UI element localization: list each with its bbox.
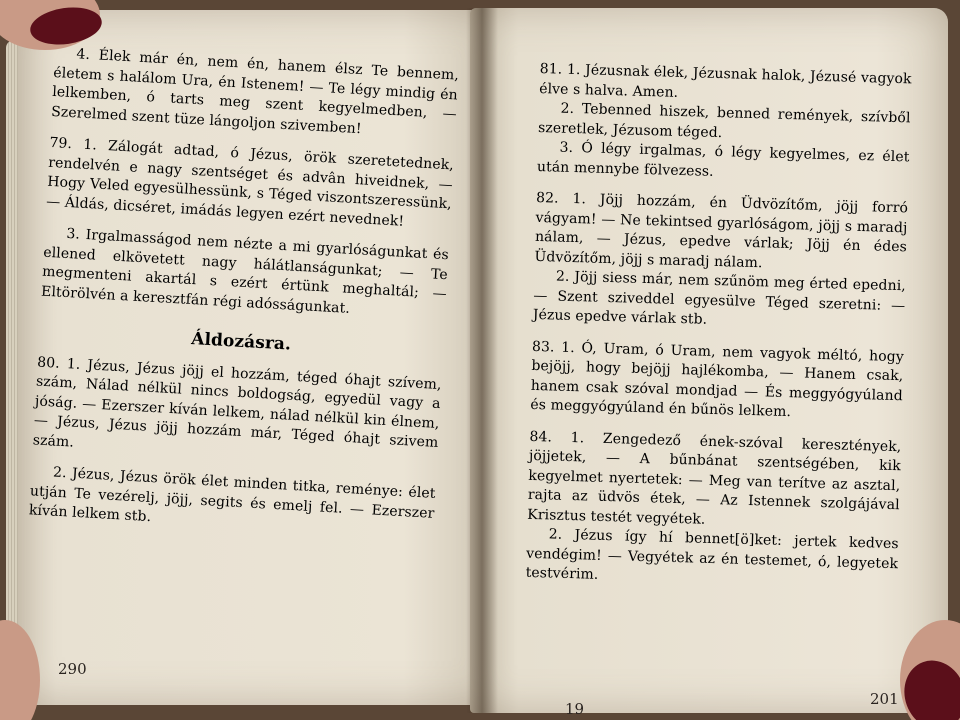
hymn-80: 80. 1. Jézus, Jézus jöjj el hozzám, téged óhajt szívem, szám, Nálad nélkül nincs boldogság, egyedül vagy a jóság. — Ezerszer kíván lelkem, nálad nélkül kin élnem, — Jézus, Jézus jöjj hozzám már, Téged óhajt szivem szám.: [32, 354, 443, 452]
hymn-80-stanza-2: 2. Jézus, Jézus örök élet minden titka, reménye: élet utján Te vezérelj, jöjj, segits és emelj fel. — Ezerszer kíván lelkem stb.: [28, 464, 436, 526]
hymn-82-stanza-2: 2. Jöjj siess már, nem szűnöm meg érted epedni, — Szent sziveddel egyesülve Téged szeretni: — Jézus epedve várlak stb.: [532, 268, 907, 328]
right-page-number-corner: 201: [870, 690, 899, 708]
section-heading: Áldozásra.: [190, 329, 292, 355]
hymn-84-stanza-2: 2. Jézus így hí bennet[ö]ket: jertek kedves vendégim! — Vegyétek az én testemet, ó, legyetek testvérim.: [525, 526, 899, 583]
left-page-number: 290: [58, 660, 87, 678]
hymn-84: 84. 1. Zengedező ének-szóval keresztények, jöjjetek, — A bűnbánat szentségében, kik kegyelmet nyertetek: — Meg van terítve az asztal, rajta az üdvös étek, — Az Istennek szolgájával Krisztus testét vegyétek.: [527, 428, 902, 528]
hymn-82: 82. 1. Jöjj hozzám, én Üdvözítőm, jöjj forró vágyam! — Ne tekintsed gyarlóságom, jöjj s maradj nálam, — Jézus, epedve várlak; Jöjj én édes Üdvözítőm, jöjj s maradj nálam.: [534, 189, 909, 271]
right-page-text: [525, 60, 911, 594]
book-gutter: [466, 8, 498, 713]
hymn-81-stanza-3: 3. Ó légy irgalmas, ó légy kegyelmes, ez élet után mennybe fölvezess.: [536, 139, 910, 180]
left-page-text: [28, 44, 459, 543]
right-page-number-bottom: 19: [565, 700, 585, 718]
hymn-79-text: 79. 1. Zálogát adtad, ó Jézus, örök szeretetednek, rendelvén e nagy szentséget és advân hiveidnek, — Hogy Veled egyesülhessünk, s Téged viszontszeressünk, — Áldás, dicséret, imádás legyen ezért nevednek!: [45, 134, 455, 230]
stanza-78-4: 4. Élek már én, nem én, hanem élsz Te bennem, életem s halálom Ura, én Istenem! — Te légy mindig én lelkemben, ó tarts meg szent kegyelmedben, — Szerelmed szent tüze lángoljon szivemben!: [50, 46, 460, 137]
hymn-79-stanza-3: 3. Irgalmasságod nem nézte a mi gyarlóságunkat és ellened elkövetett nagy hálátlanságunkat; — Te megmenteni akartál s ezért értünk meghaltál; — Eltörölvén a keresztfán régi adósságunkat.: [40, 225, 450, 317]
hymn-81: 81. 1. Jézusnak élek, Jézusnak halok, Jézusé vagyok élve s halva. Amen.: [538, 60, 912, 101]
hymn-83: 83. 1. Ó, Uram, ó Uram, nem vagyok méltó, hogy bejöjj, hogy bejöjj hajlékomba, — Hanem csak, hanem csak szóval mondjad — És meggyógyúland és meggyógyúland én bűnös lelkem.: [530, 338, 905, 421]
hymn-81-stanza-2: 2. Tebenned hiszek, benned remények, szívből szeretlek, Jézusom téged.: [537, 100, 911, 141]
